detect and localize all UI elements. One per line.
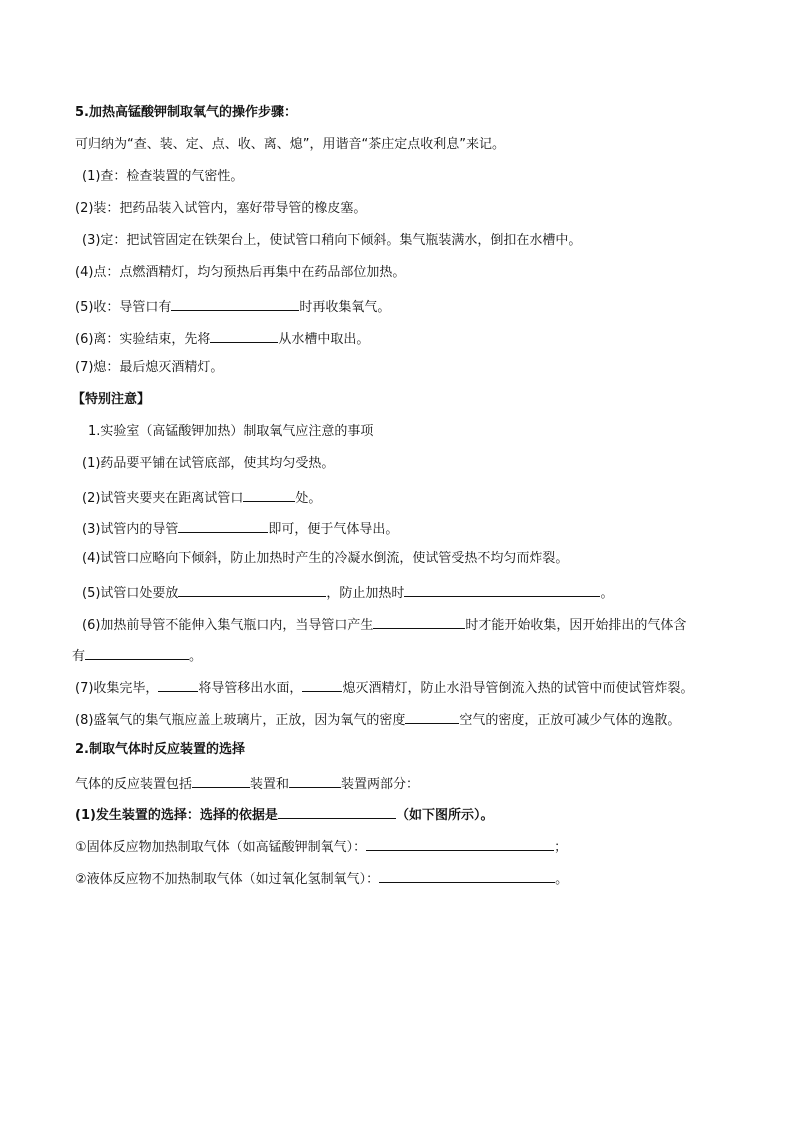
step-5-after: 时再收集氧气。 xyxy=(299,300,391,315)
note-5-after: 。 xyxy=(600,586,614,601)
step-1: (1)查：检查装置的气密性。 xyxy=(82,169,244,184)
step-6-after: 从水槽中取出。 xyxy=(278,332,370,347)
note-7-after: 熄灭酒精灯，防止水沿导管倒流入热的试管中而使试管炸裂。 xyxy=(342,681,694,696)
notes-subtitle: 1.实验室（高锰酸钾加热）制取氧气应注意的事项 xyxy=(88,424,374,439)
note-2-after: 处。 xyxy=(295,491,322,506)
section2-intro-after: 装置两部分： xyxy=(341,777,420,792)
section2-sub1-before: (1)发生装置的选择：选择的依据是 xyxy=(75,808,278,823)
note-8-after: 空气的密度，正放可减少气体的逸散。 xyxy=(459,713,681,728)
section5-summary: 可归纳为“查、装、定、点、收、离、熄”，用谐音“茶庄定点收利息”来记。 xyxy=(75,137,505,152)
note-7-blank-2[interactable] xyxy=(302,677,342,692)
note-6-line2-after: 。 xyxy=(189,649,203,664)
section2-intro-blank-1[interactable] xyxy=(192,773,250,788)
note-6 xyxy=(82,614,686,632)
step-6 xyxy=(75,328,369,346)
note-6-line2-before: 有 xyxy=(72,649,86,664)
note-2-blank[interactable] xyxy=(243,487,295,502)
note-7-middle: 将导管移出水面， xyxy=(198,681,303,696)
note-3-after: 即可，便于气体导出。 xyxy=(268,522,399,537)
step-6-blank[interactable] xyxy=(210,328,278,343)
note-5-middle: ，防止加热时 xyxy=(326,586,405,601)
note-2-before: (2)试管夹要夹在距离试管口 xyxy=(82,491,244,506)
section2-sub1-after: （如下图所示）。 xyxy=(395,808,494,823)
note-7-before: (7)收集完毕， xyxy=(75,681,159,696)
step-3: (3)定：把试管固定在铁架台上，使试管口稍向下倾斜。集气瓶装满水，倒扣在水槽中。 xyxy=(82,233,582,248)
section2-sub1-blank[interactable] xyxy=(278,804,396,819)
section2-title: 2.制取气体时反应装置的选择 xyxy=(75,742,245,757)
note-6-blank-2[interactable] xyxy=(85,645,189,660)
section2-item-1-before: ①固体反应物加热制取气体（如高锰酸钾制氧气）： xyxy=(75,840,367,855)
note-5-blank-2[interactable] xyxy=(404,582,600,597)
section2-item-2-after: 。 xyxy=(555,872,569,887)
step-5-blank[interactable] xyxy=(171,296,299,311)
note-3 xyxy=(82,518,398,536)
note-6-continued xyxy=(72,645,202,663)
note-8-before: (8)盛氧气的集气瓶应盖上玻璃片，正放，因为氧气的密度 xyxy=(75,713,406,728)
note-5-before: (5)试管口处要放 xyxy=(82,586,179,601)
section2-item-1-after: ； xyxy=(554,840,568,855)
note-6-blank-1[interactable] xyxy=(373,614,465,629)
note-5 xyxy=(82,582,613,600)
note-1: (1)药品要平铺在试管底部，使其均匀受热。 xyxy=(82,456,335,471)
step-4: (4)点：点燃酒精灯，均匀预热后再集中在药品部位加热。 xyxy=(75,265,406,280)
notes-title: 【特别注意】 xyxy=(72,392,151,407)
step-2: (2)装：把药品装入试管内，塞好带导管的橡皮塞。 xyxy=(75,201,367,216)
step-5-before: (5)收：导管口有 xyxy=(75,300,172,315)
section2-intro-middle: 装置和 xyxy=(250,777,290,792)
section2-item-1-blank[interactable] xyxy=(366,836,554,851)
note-3-before: (3)试管内的导管 xyxy=(82,522,179,537)
step-5 xyxy=(75,296,390,314)
note-5-blank-1[interactable] xyxy=(178,582,326,597)
section2-intro-before: 气体的反应装置包括 xyxy=(75,777,193,792)
section2-intro-blank-2[interactable] xyxy=(289,773,341,788)
section2-item-2 xyxy=(75,868,568,886)
note-4: (4)试管口应略向下倾斜，防止加热时产生的冷凝水倒流，使试管受热不均匀而炸裂。 xyxy=(82,551,569,566)
note-2 xyxy=(82,487,321,505)
section2-intro xyxy=(75,773,419,791)
note-3-blank[interactable] xyxy=(178,518,268,533)
note-7-blank-1[interactable] xyxy=(158,677,198,692)
section2-item-1 xyxy=(75,836,567,854)
section5-title: 5.加热高锰酸钾制取氧气的操作步骤： xyxy=(75,105,297,120)
note-6-after: 时才能开始收集，因开始排出的气体含 xyxy=(465,618,687,633)
note-8 xyxy=(75,709,680,727)
note-8-blank[interactable] xyxy=(405,709,459,724)
section2-item-2-before: ②液体反应物不加热制取气体（如过氧化氢制氧气）： xyxy=(75,872,380,887)
note-6-before: (6)加热前导管不能伸入集气瓶口内，当导管口产生 xyxy=(82,618,374,633)
step-6-before: (6)离：实验结束，先将 xyxy=(75,332,211,347)
section2-item-2-blank[interactable] xyxy=(379,868,555,883)
step-7: (7)熄：最后熄灭酒精灯。 xyxy=(75,360,224,375)
note-7 xyxy=(75,677,693,695)
section2-sub1 xyxy=(75,804,493,822)
